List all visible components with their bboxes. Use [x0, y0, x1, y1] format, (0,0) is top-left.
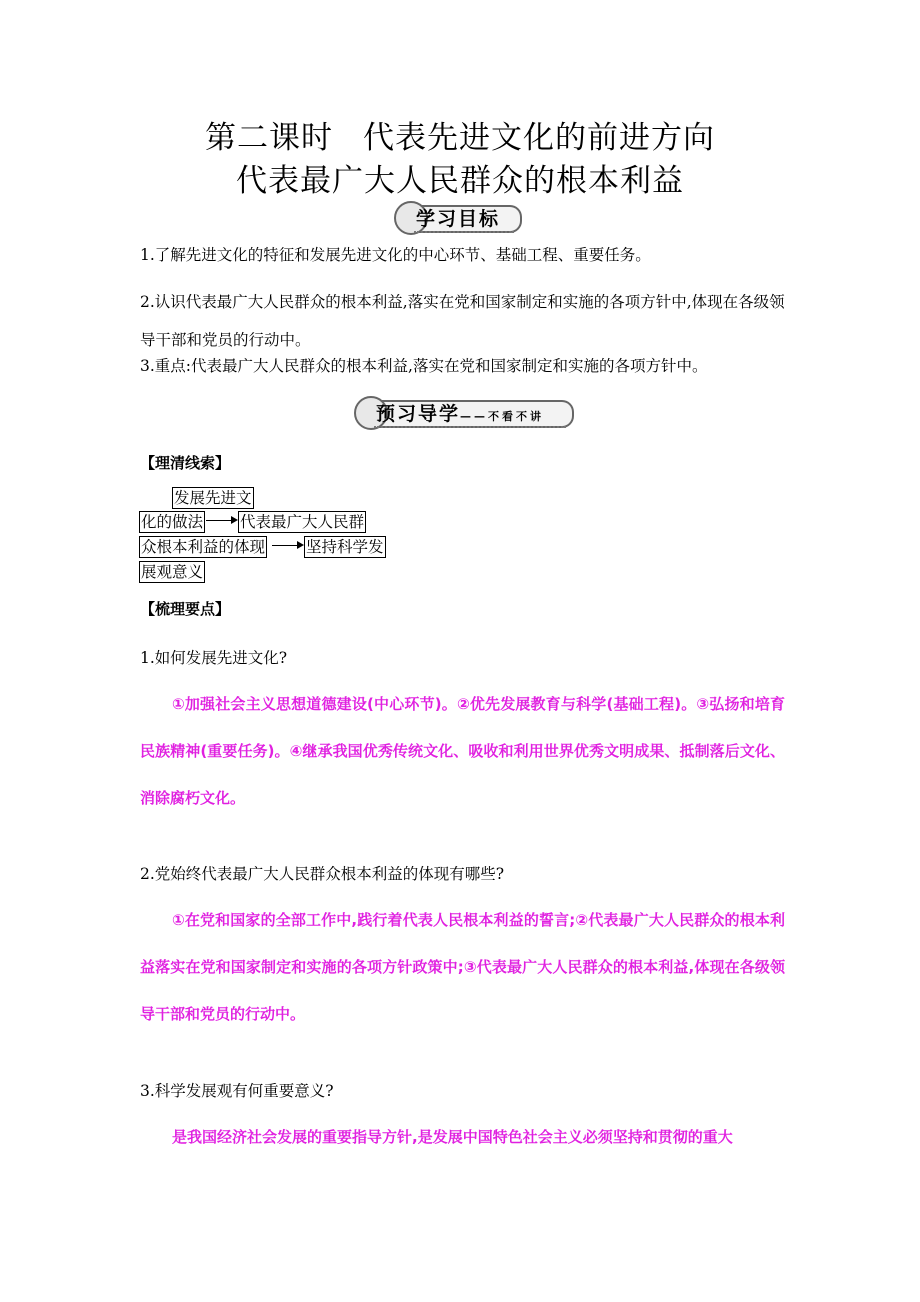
answer: ①在党和国家的全部工作中,践行着代表人民根本利益的誓言;②代表最广大人民群众的根本利益落实在党和国家制定和实施的各项方针政策中;③代表最广大人民群众的根本利益,体现在各级领导干部和党员的行动中。 — [140, 911, 785, 1023]
lesson-label: 第二课时 — [205, 120, 333, 156]
clue-box: 展观意义 — [141, 563, 204, 581]
preview-banner-label: 预习导学——不看不讲 — [376, 403, 545, 425]
preview-banner-sub: ——不看不讲 — [460, 410, 545, 423]
question: 3.科学发展观有何重要意义? — [140, 1082, 334, 1100]
objectives-banner-label: 学习目标 — [416, 208, 501, 230]
objectives-banner — [394, 201, 526, 235]
objective-item: 1.了解先进文化的特征和发展先进文化的中心环节、基础工程、重要任务。 — [140, 246, 651, 264]
preview-banner — [354, 396, 576, 430]
answer: 是我国经济社会发展的重要指导方针,是发展中国特色社会主义必须坚持和贯彻的重大 — [172, 1128, 733, 1146]
clue-box: 坚持科学发 — [306, 538, 384, 556]
lesson-topic: 代表先进文化的前进方向 — [363, 120, 715, 156]
clue-arrow — [272, 545, 302, 546]
points-heading: 【梳理要点】 — [140, 600, 231, 618]
page-title-line1 — [0, 112, 920, 157]
clues-heading: 【理清线索】 — [140, 454, 231, 472]
objective-item: 3.重点:代表最广大人民群众的根本利益,落实在党和国家制定和实施的各项方针中。 — [140, 357, 708, 375]
clue-box: 代表最广大人民群 — [240, 513, 365, 531]
clue-box: 发展先进文 — [174, 489, 252, 507]
question: 2.党始终代表最广大人民群众根本利益的体现有哪些? — [140, 865, 505, 883]
clue-box: 众根本利益的体现 — [141, 538, 266, 556]
objective-item: 2.认识代表最广大人民群众的根本利益,落实在党和国家制定和实施的各项方针中,体现在各级领导干部和党员的行动中。 — [140, 293, 785, 349]
answer: ①加强社会主义思想道德建设(中心环节)。②优先发展教育与科学(基础工程)。③弘扬和培育民族精神(重要任务)。④继承我国优秀传统文化、吸收和利用世界优秀文明成果、抵制落后文化、消除腐朽文化。 — [140, 695, 785, 807]
clue-box: 化的做法 — [141, 513, 204, 531]
question: 1.如何发展先进文化? — [140, 649, 288, 667]
page-title-line2: 代表最广大人民群众的根本利益 — [236, 163, 684, 199]
clue-arrow — [206, 520, 236, 521]
